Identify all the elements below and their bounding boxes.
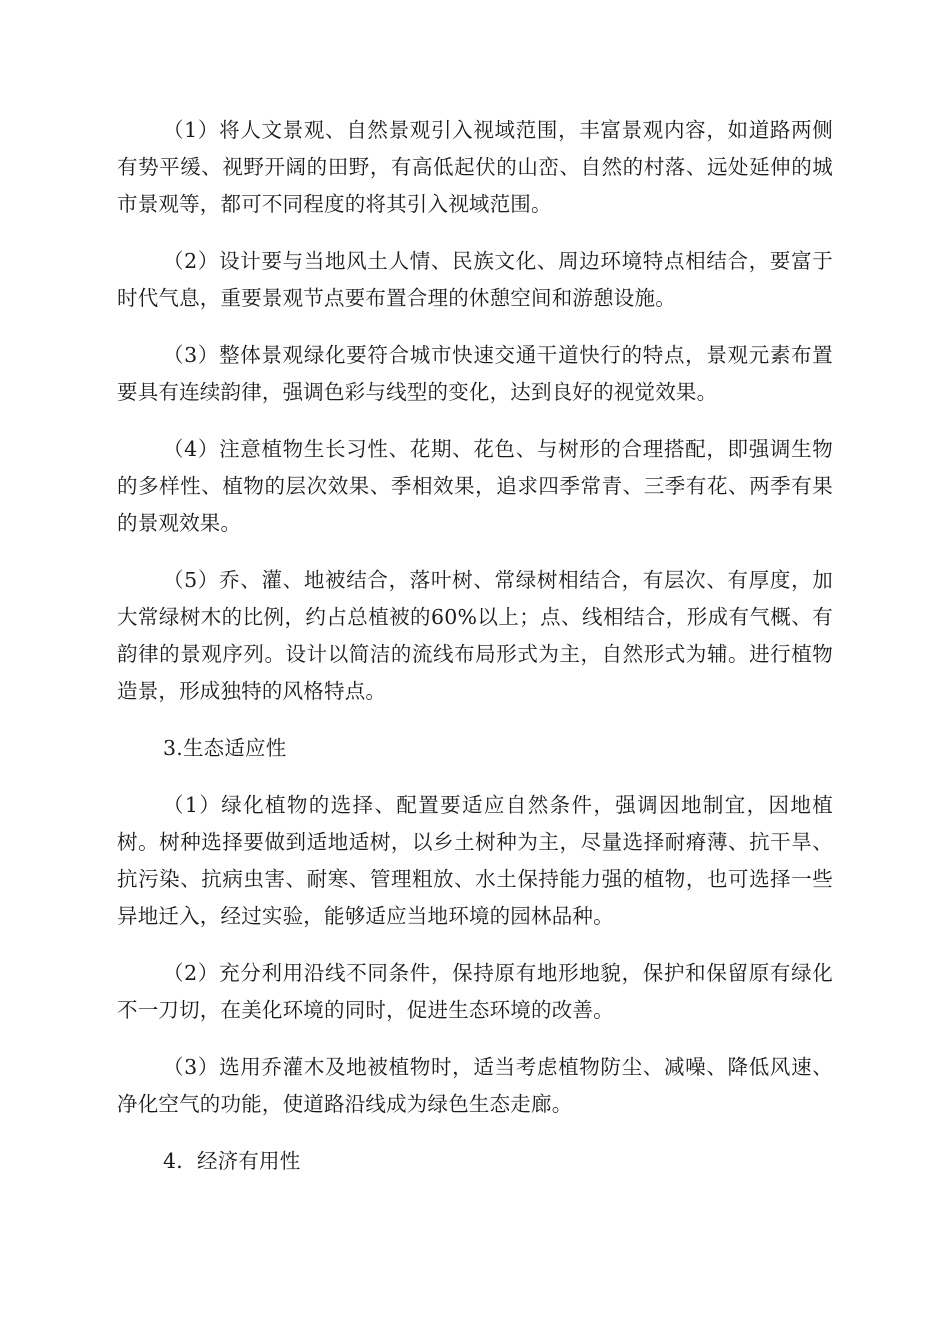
- paragraph-plant-matching: （4）注意植物生长习性、花期、花色、与树形的合理搭配，即强调生物的多样性、植物的层次效果、季相效果，追求四季常青、三季有花、两季有果的景观效果。: [117, 437, 833, 535]
- section-heading-economic-usefulness: 4．经济有用性: [163, 1149, 301, 1173]
- section-heading-ecological-adaptability: 3.生态适应性: [163, 736, 287, 760]
- paragraph-plant-selection: （1）绿化植物的选择、配置要适应自然条件，强调因地制宜，因地植树。树种选择要做到适地适树，以乡土树种为主，尽量选择耐瘠薄、抗干旱、抗污染、抗病虫害、耐寒、管理粗放、水土保持能力强的植物，也可选择一些异地迁入，经过实验，能够适应当地环境的园林品种。: [117, 793, 833, 928]
- paragraph-terrain-preservation: （2）充分利用沿线不同条件，保持原有地形地貌，保护和保留原有绿化不一刀切，在美化环境的同时，促进生态环境的改善。: [117, 961, 833, 1022]
- paragraph-landscape-view-range: （1）将人文景观、自然景观引入视域范围，丰富景观内容，如道路两侧有势平缓、视野开阔的田野，有高低起伏的山峦、自然的村落、远处延伸的城市景观等，都可不同程度的将其引入视域范围。: [117, 118, 833, 216]
- paragraph-tree-shrub-combination: （5）乔、灌、地被结合，落叶树、常绿树相结合，有层次、有厚度，加大常绿树木的比例，约占总植被的60%以上；点、线相结合，形成有气概、有韵律的景观序列。设计以简洁的流线布局形式为主，自然形式为辅。进行植物造景，形成独特的风格特点。: [117, 568, 833, 703]
- paragraph-continuous-rhythm: （3）整体景观绿化要符合城市快速交通干道快行的特点，景观元素布置要具有连续韵律，强调色彩与线型的变化，达到良好的视觉效果。: [117, 343, 833, 404]
- paragraph-green-corridor: （3）选用乔灌木及地被植物时，适当考虑植物防尘、减噪、降低风速、净化空气的功能，使道路沿线成为绿色生态走廊。: [117, 1055, 833, 1116]
- document-body: [117, 112, 833, 1200]
- paragraph-local-culture: （2）设计要与当地风土人情、民族文化、周边环境特点相结合，要富于时代气息，重要景观节点要布置合理的休憩空间和游憩设施。: [117, 249, 833, 310]
